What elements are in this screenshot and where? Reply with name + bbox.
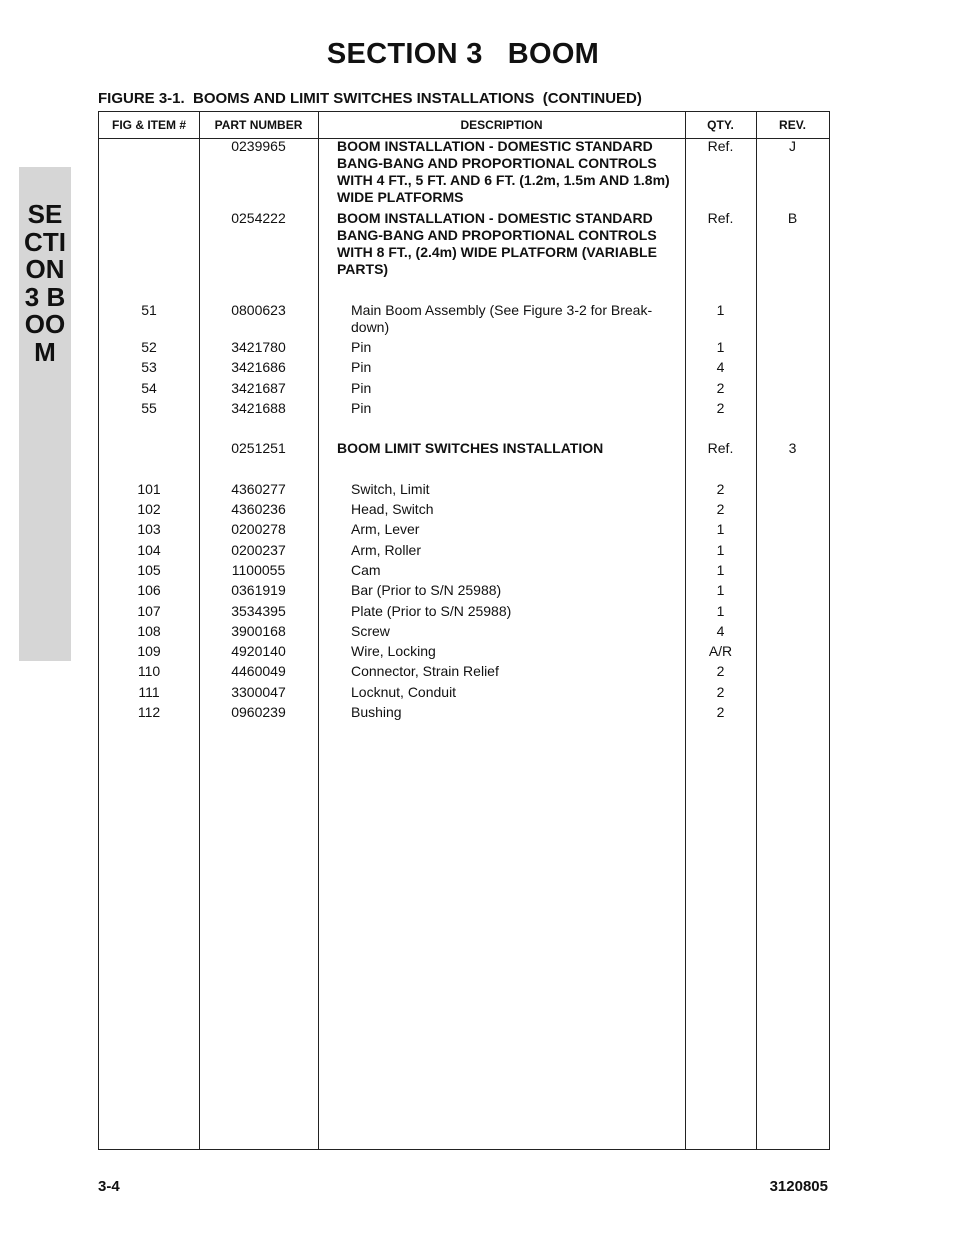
part-number-cell: 3534395	[231, 603, 286, 619]
section-side-tab	[19, 167, 71, 661]
fig-item-cell: 51	[141, 302, 157, 318]
fig-item-cell: 109	[137, 643, 161, 659]
qty-cell: 1	[716, 582, 725, 598]
part-number-cell: 3421780	[231, 339, 286, 355]
part-number-cell: 0251251	[231, 440, 286, 456]
qty-cell: 2	[716, 380, 725, 396]
fig-item-cell: 108	[137, 623, 161, 639]
fig-item-cell: 104	[137, 542, 161, 558]
qty-cell: 4	[716, 359, 725, 375]
description-cell: Bushing	[351, 704, 402, 720]
description-cell: Plate (Prior to S/N 25988)	[351, 603, 512, 619]
header-fig-item: FIG & ITEM #	[111, 118, 186, 132]
rev-cell: B	[787, 210, 798, 226]
description-cell: BOOM INSTALLATION - DOMESTIC STANDARD BANG-BANG AND PROPORTIONAL CONTROLS WITH 8 FT., (2.4m) WIDE PLATFORM (VARIABLE PARTS)	[337, 210, 657, 277]
part-number-cell: 3421688	[231, 400, 286, 416]
part-number-cell: 0200237	[231, 542, 286, 558]
fig-item-cell: 106	[137, 582, 161, 598]
description-cell: Connector, Strain Relief	[351, 663, 499, 679]
qty-cell: 2	[716, 663, 725, 679]
qty-cell: 1	[716, 521, 725, 537]
qty-cell: 1	[716, 339, 725, 355]
part-number-cell: 4360277	[231, 481, 286, 497]
description-cell: BOOM LIMIT SWITCHES INSTALLATION	[337, 440, 604, 456]
fig-item-cell: 112	[137, 704, 161, 720]
part-number-cell: 4920140	[231, 643, 286, 659]
qty-cell: A/R	[708, 643, 733, 659]
part-number-cell: 4460049	[231, 663, 286, 679]
parts-table	[98, 111, 830, 1150]
part-number-cell: 0960239	[231, 704, 286, 720]
qty-cell: Ref.	[707, 138, 734, 154]
fig-item-cell: 52	[141, 339, 157, 355]
figure-caption: FIGURE 3-1. BOOMS AND LIMIT SWITCHES INSTALLATIONS (CONTINUED)	[98, 90, 642, 107]
qty-cell: 1	[716, 542, 725, 558]
part-number-cell: 4360236	[231, 501, 286, 517]
description-cell: Head, Switch	[351, 501, 434, 517]
fig-item-cell: 111	[138, 684, 160, 700]
qty-cell: 1	[716, 302, 725, 318]
fig-item-cell: 110	[137, 663, 161, 679]
page-title: SECTION 3 BOOM	[326, 38, 600, 70]
document-number: 3120805	[769, 1178, 828, 1195]
fig-item-cell: 54	[141, 380, 157, 396]
description-cell: Main Boom Assembly (See Figure 3-2 for Break-down)	[351, 302, 653, 335]
description-cell: Cam	[351, 562, 381, 578]
fig-item-cell: 53	[141, 359, 157, 375]
qty-cell: 4	[716, 623, 725, 639]
part-number-cell: 1100055	[231, 562, 286, 578]
qty-cell: 1	[716, 562, 725, 578]
qty-cell: 2	[716, 481, 725, 497]
fig-item-cell: 105	[137, 562, 161, 578]
qty-cell: Ref.	[707, 210, 734, 226]
description-cell: Locknut, Conduit	[351, 684, 457, 700]
rev-cell: J	[789, 138, 796, 154]
description-cell: Bar (Prior to S/N 25988)	[351, 582, 502, 598]
part-number-cell: 3421687	[231, 380, 286, 396]
qty-cell: 2	[716, 684, 725, 700]
description-cell: Screw	[351, 623, 390, 639]
qty-cell: 2	[716, 704, 725, 720]
fig-item-cell: 103	[137, 521, 161, 537]
description-cell: Arm, Roller	[351, 542, 422, 558]
column-divider	[318, 112, 319, 1149]
description-cell: Switch, Limit	[351, 481, 430, 497]
qty-cell: 2	[716, 501, 725, 517]
description-cell: Pin	[351, 339, 372, 355]
part-number-cell: 0239965	[231, 138, 286, 154]
column-divider	[756, 112, 757, 1149]
part-number-cell: 3900168	[231, 623, 286, 639]
part-number-cell: 0254222	[231, 210, 286, 226]
fig-item-cell: 101	[137, 481, 161, 497]
description-cell: Pin	[351, 359, 372, 375]
header-description: DESCRIPTION	[460, 118, 543, 132]
description-cell: Pin	[351, 400, 372, 416]
qty-cell: 1	[716, 603, 725, 619]
description-cell: Pin	[351, 380, 372, 396]
fig-item-cell: 55	[141, 400, 157, 416]
page-number: 3-4	[98, 1178, 120, 1195]
qty-cell: 2	[716, 400, 725, 416]
part-number-cell: 3300047	[231, 684, 286, 700]
header-qty: QTY.	[707, 118, 734, 132]
header-part-number: PART NUMBER	[214, 118, 303, 132]
description-cell: BOOM INSTALLATION - DOMESTIC STANDARD BANG-BANG AND PROPORTIONAL CONTROLS WITH 4 FT., 5 FT. AND 6 FT. (1.2m, 1.5m AND 1.8m) WIDE PLATFORMS	[337, 138, 670, 205]
part-number-cell: 3421686	[231, 359, 286, 375]
part-number-cell: 0200278	[231, 521, 286, 537]
part-number-cell: 0800623	[231, 302, 286, 318]
description-cell: Wire, Locking	[351, 643, 436, 659]
qty-cell: Ref.	[707, 440, 734, 456]
part-number-cell: 0361919	[231, 582, 286, 598]
rev-cell: 3	[788, 440, 797, 456]
side-tab-label: SECTION 3 BOOM	[24, 199, 72, 367]
description-cell: Arm, Lever	[351, 521, 420, 537]
fig-item-cell: 107	[137, 603, 161, 619]
header-rev: REV.	[779, 118, 806, 132]
fig-item-cell: 102	[137, 501, 161, 517]
